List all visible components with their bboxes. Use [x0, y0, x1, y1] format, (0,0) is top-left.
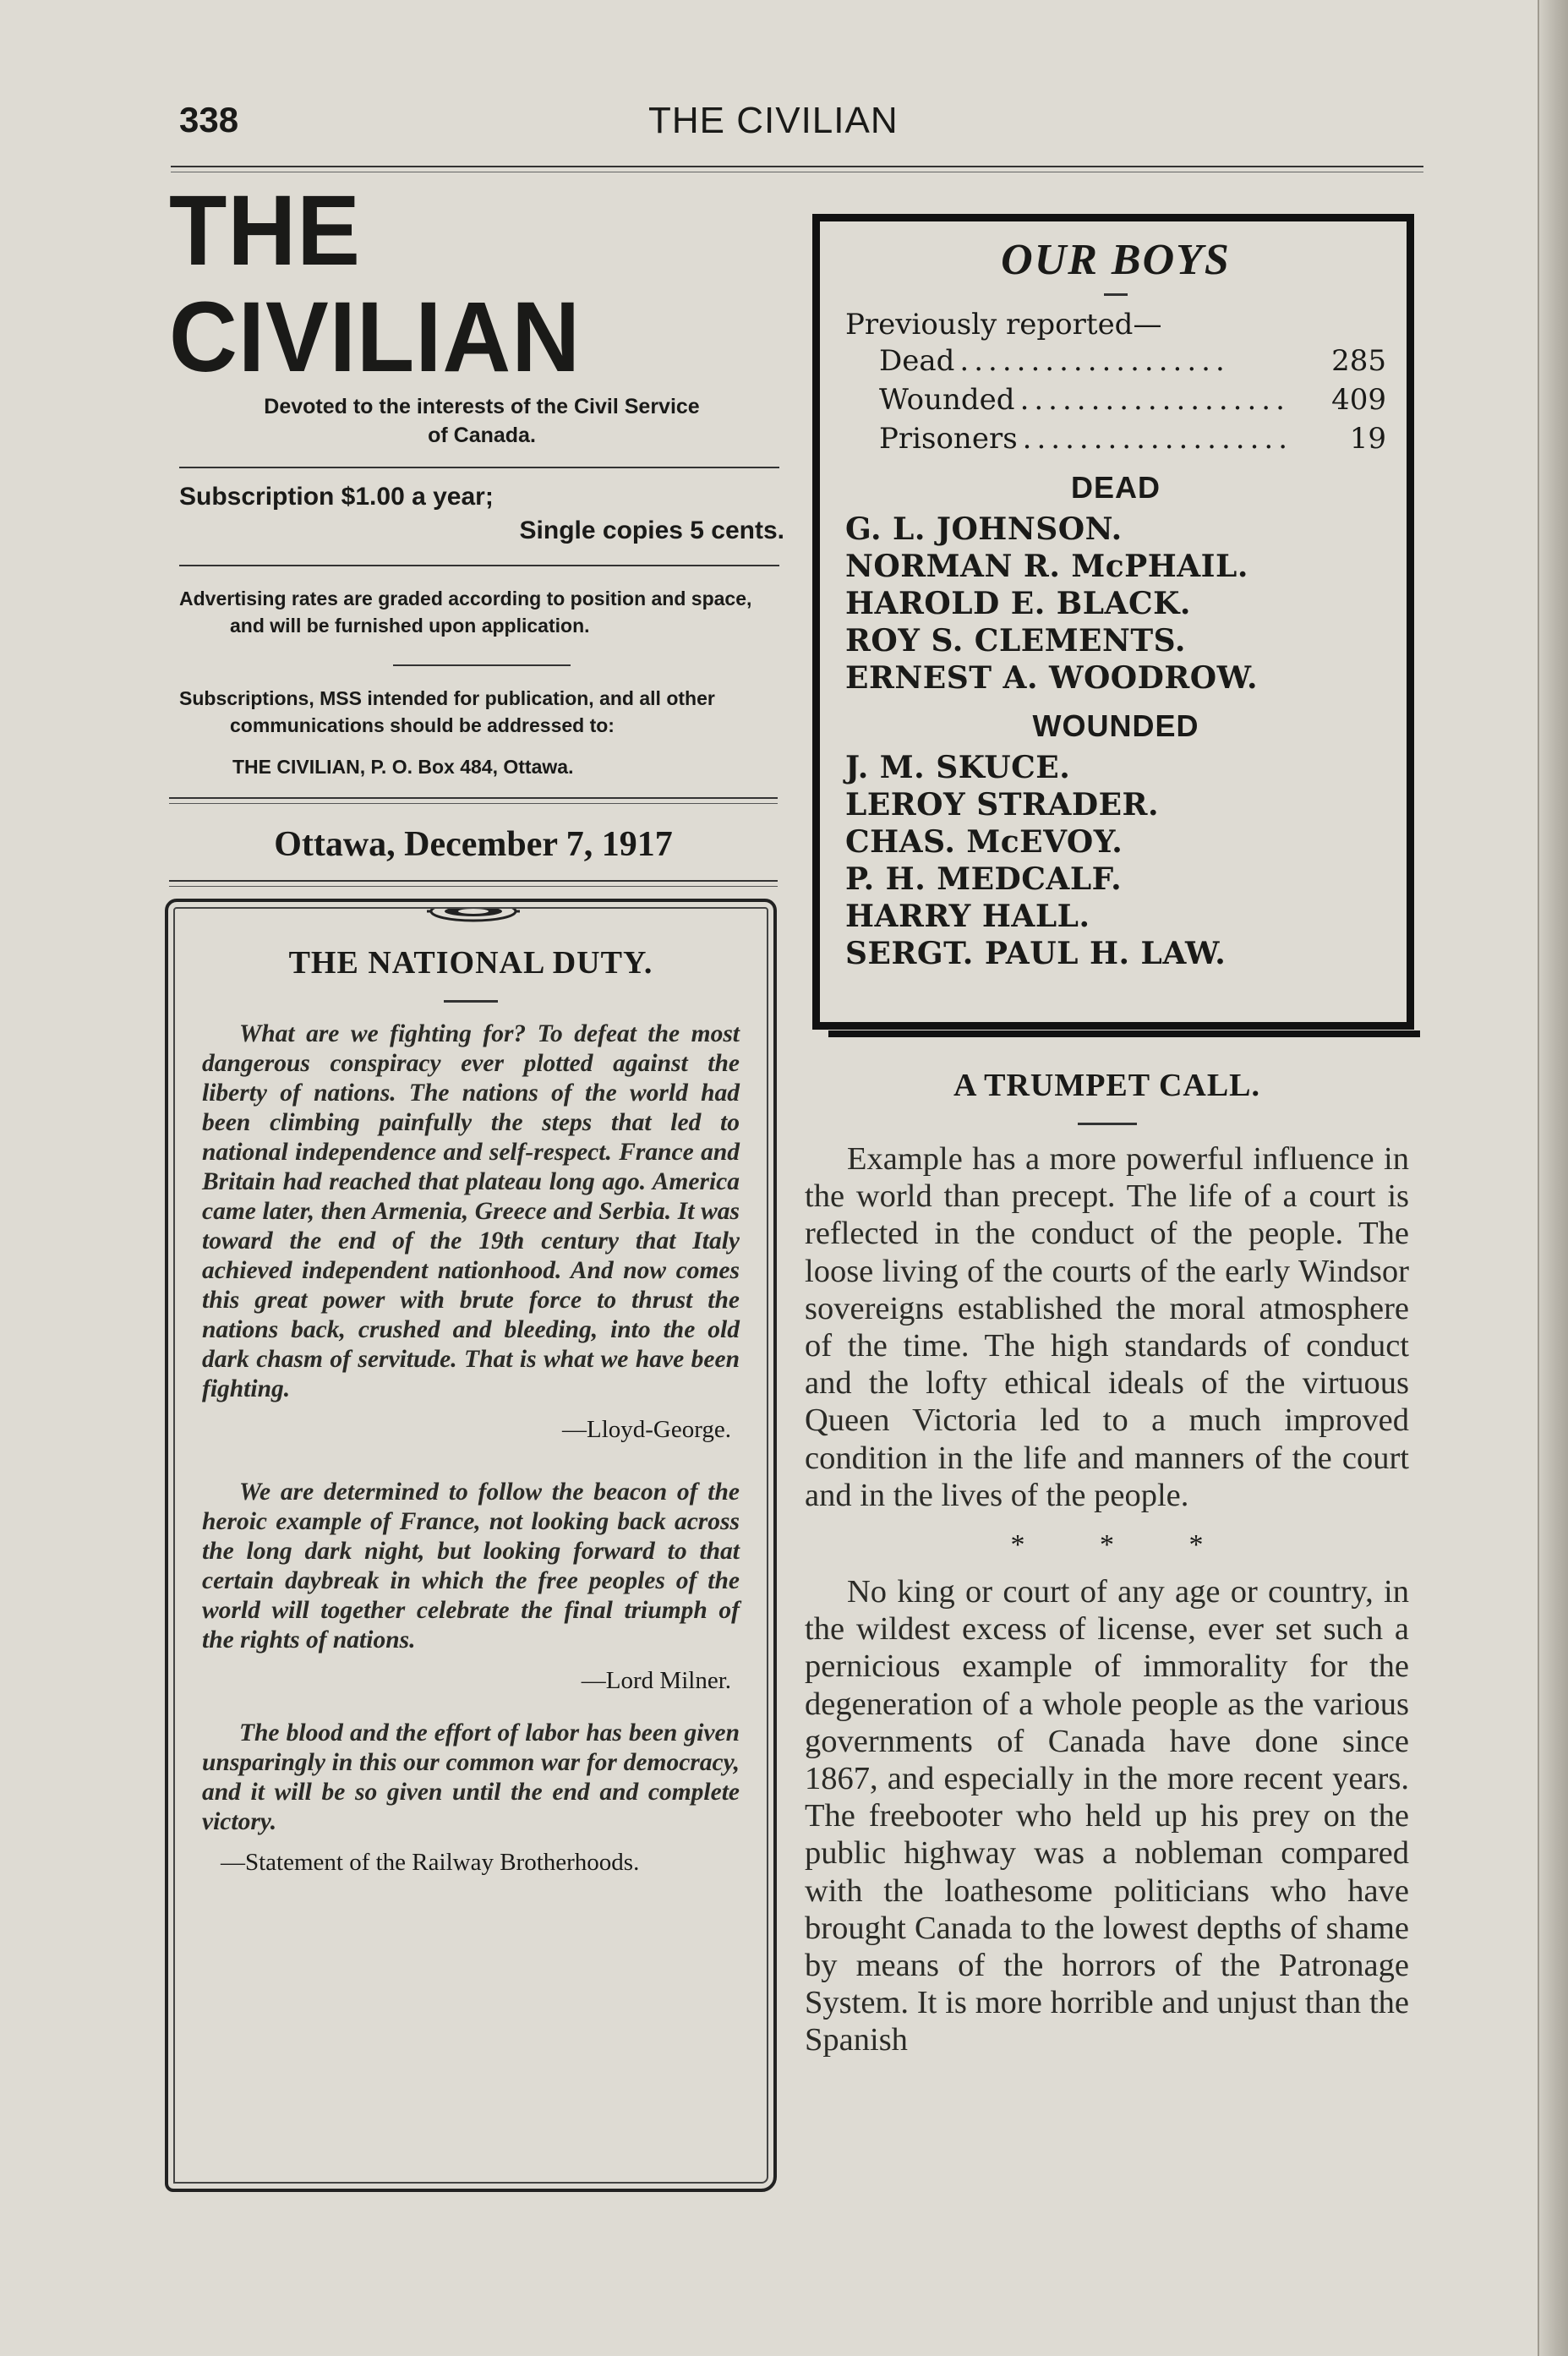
list-item: HARRY HALL.: [845, 899, 1090, 934]
quote-lord-milner: We are determined to follow the beacon of the heroic example of France, not looking back across the long dark night, but looking forward to that certain daybreak in which the free peoples of the world will together celebrate the final triumph of the rights of nations.: [202, 1479, 740, 1654]
running-title: THE CIVILIAN: [648, 100, 899, 141]
list-item: LEROY STRADER.: [845, 787, 1160, 823]
devoted-line: [169, 392, 795, 450]
leader-dots: ...................: [959, 344, 1230, 378]
list-item: CHAS. McEVOY.: [845, 824, 1123, 860]
list-item: SERGT. PAUL H. LAW.: [845, 936, 1227, 971]
divider: [1078, 1123, 1137, 1125]
subscription-price: Subscription $1.00 a year;: [179, 483, 494, 511]
stat-value: 285: [1331, 344, 1386, 378]
double-rule: [169, 880, 778, 887]
stat-row-prisoners: [879, 419, 1386, 458]
our-boys-title: OUR BOYS: [1001, 236, 1231, 284]
attribution-railway-brotherhoods: —Statement of the Railway Brotherhoods.: [221, 1849, 640, 1876]
attribution-lord-milner: —Lord Milner.: [581, 1667, 731, 1694]
leader-dots: ...................: [1022, 422, 1293, 456]
header-rule: [171, 166, 1423, 167]
list-item: G. L. JOHNSON.: [845, 511, 1123, 547]
stat-value: 409: [1331, 383, 1386, 417]
list-item: HAROLD E. BLACK.: [845, 586, 1191, 621]
single-copy-price: Single copies 5 cents.: [519, 517, 784, 544]
stat-value: 19: [1349, 422, 1386, 456]
article-paragraph-2: No king or court of any age or country, in the wildest excess of license, ever set such a pernicious example of immorality for the degeneration of a whole people as the various governments of Canada have done since 1867, and especially in the more recent years. The freebooter who held up his prey on the public highway was a nobleman compared with the loathesome politicians who have brought Canada to the lowest depths of shame by means of the horrors of the Patronage System. It is more horrible and unjust than the Spanish: [805, 1574, 1409, 2058]
quote-railway-brotherhoods: The blood and the effort of labor has been given unsparingly in this our common war for democracy, and it will be so given until the end and complete victory.: [202, 1719, 740, 1835]
page-edge: [1538, 0, 1568, 2356]
masthead-title: THE CIVILIAN: [169, 174, 582, 393]
devoted-line-2: of Canada.: [428, 424, 536, 447]
list-item: ERNEST A. WOODROW.: [845, 660, 1259, 696]
stat-row-wounded: [879, 380, 1386, 419]
list-item: ROY S. CLEMENTS.: [845, 623, 1186, 659]
masthead: [169, 174, 795, 930]
national-duty-box: [165, 899, 777, 2192]
divider: [393, 664, 571, 666]
stat-row-dead: [879, 342, 1386, 380]
subscriptions-note: Subscriptions, MSS intended for publication, and all other communications should be addressed to:: [179, 687, 715, 736]
article-title: A TRUMPET CALL.: [953, 1068, 1261, 1103]
previously-reported: Previously reported—: [845, 308, 1162, 342]
wounded-heading: WOUNDED: [1032, 708, 1199, 743]
leader-dots: ...................: [1019, 383, 1290, 417]
divider: [444, 1000, 498, 1003]
article-paragraph-1: Example has a more powerful influence in the world than precept. The life of a court is reflected in the conduct of the people. The loose living of the courts of the early Windsor sovereigns established the moral atmosphere of the time. The high standards of conduct and the lofty ethical ideals of the virtuous Queen Victoria led to a much improved condition in the life and manners of the court and in the lives of the people.: [805, 1141, 1409, 1513]
mailing-address: THE CIVILIAN, P. O. Box 484, Ottawa.: [232, 756, 574, 778]
our-boys-box: [812, 214, 1414, 1030]
divider: [179, 565, 779, 566]
section-break: * * *: [1010, 1529, 1237, 1561]
national-duty-title: THE NATIONAL DUTY.: [288, 945, 653, 981]
advertising-note: Advertising rates are graded according to position and space, and will be furnished upon application.: [179, 588, 752, 637]
stat-label: Dead: [879, 344, 955, 378]
stat-label: Prisoners: [879, 422, 1018, 456]
divider: [179, 467, 779, 468]
page-number: 338: [179, 100, 239, 139]
wounded-list: [845, 749, 1386, 972]
attribution-lloyd-george: —Lloyd-George.: [562, 1416, 731, 1443]
page-header: [179, 100, 1422, 150]
dateline: Ottawa, December 7, 1917: [274, 825, 673, 864]
list-item: P. H. MEDCALF.: [845, 861, 1123, 897]
stat-label: Wounded: [879, 383, 1015, 417]
list-item: J. M. SKUCE.: [845, 750, 1071, 785]
double-rule: [169, 797, 778, 804]
devoted-line-1: Devoted to the interests of the Civil Service: [264, 395, 700, 418]
dead-list: [845, 511, 1386, 697]
trumpet-call-article: [805, 1067, 1409, 2059]
dead-heading: DEAD: [1070, 470, 1161, 505]
divider: [1104, 293, 1128, 296]
list-item: NORMAN R. McPHAIL.: [845, 549, 1248, 584]
quote-lloyd-george: What are we fighting for? To defeat the most dangerous conspiracy ever plotted against the liberty of nations. The nations of the world had been climbing painfully the steps that led to national independence and self-respect. France and Britain had reached that plateau long ago. America came later, then Armenia, Greece and Serbia. It was toward the end of the 19th century that Italy achieved independent nationhood. And now comes this great power with brute force to thrust the nations back, crushed and bleeding, into the old dark chasm of servitude. That is what we have been fighting.: [202, 1020, 740, 1402]
